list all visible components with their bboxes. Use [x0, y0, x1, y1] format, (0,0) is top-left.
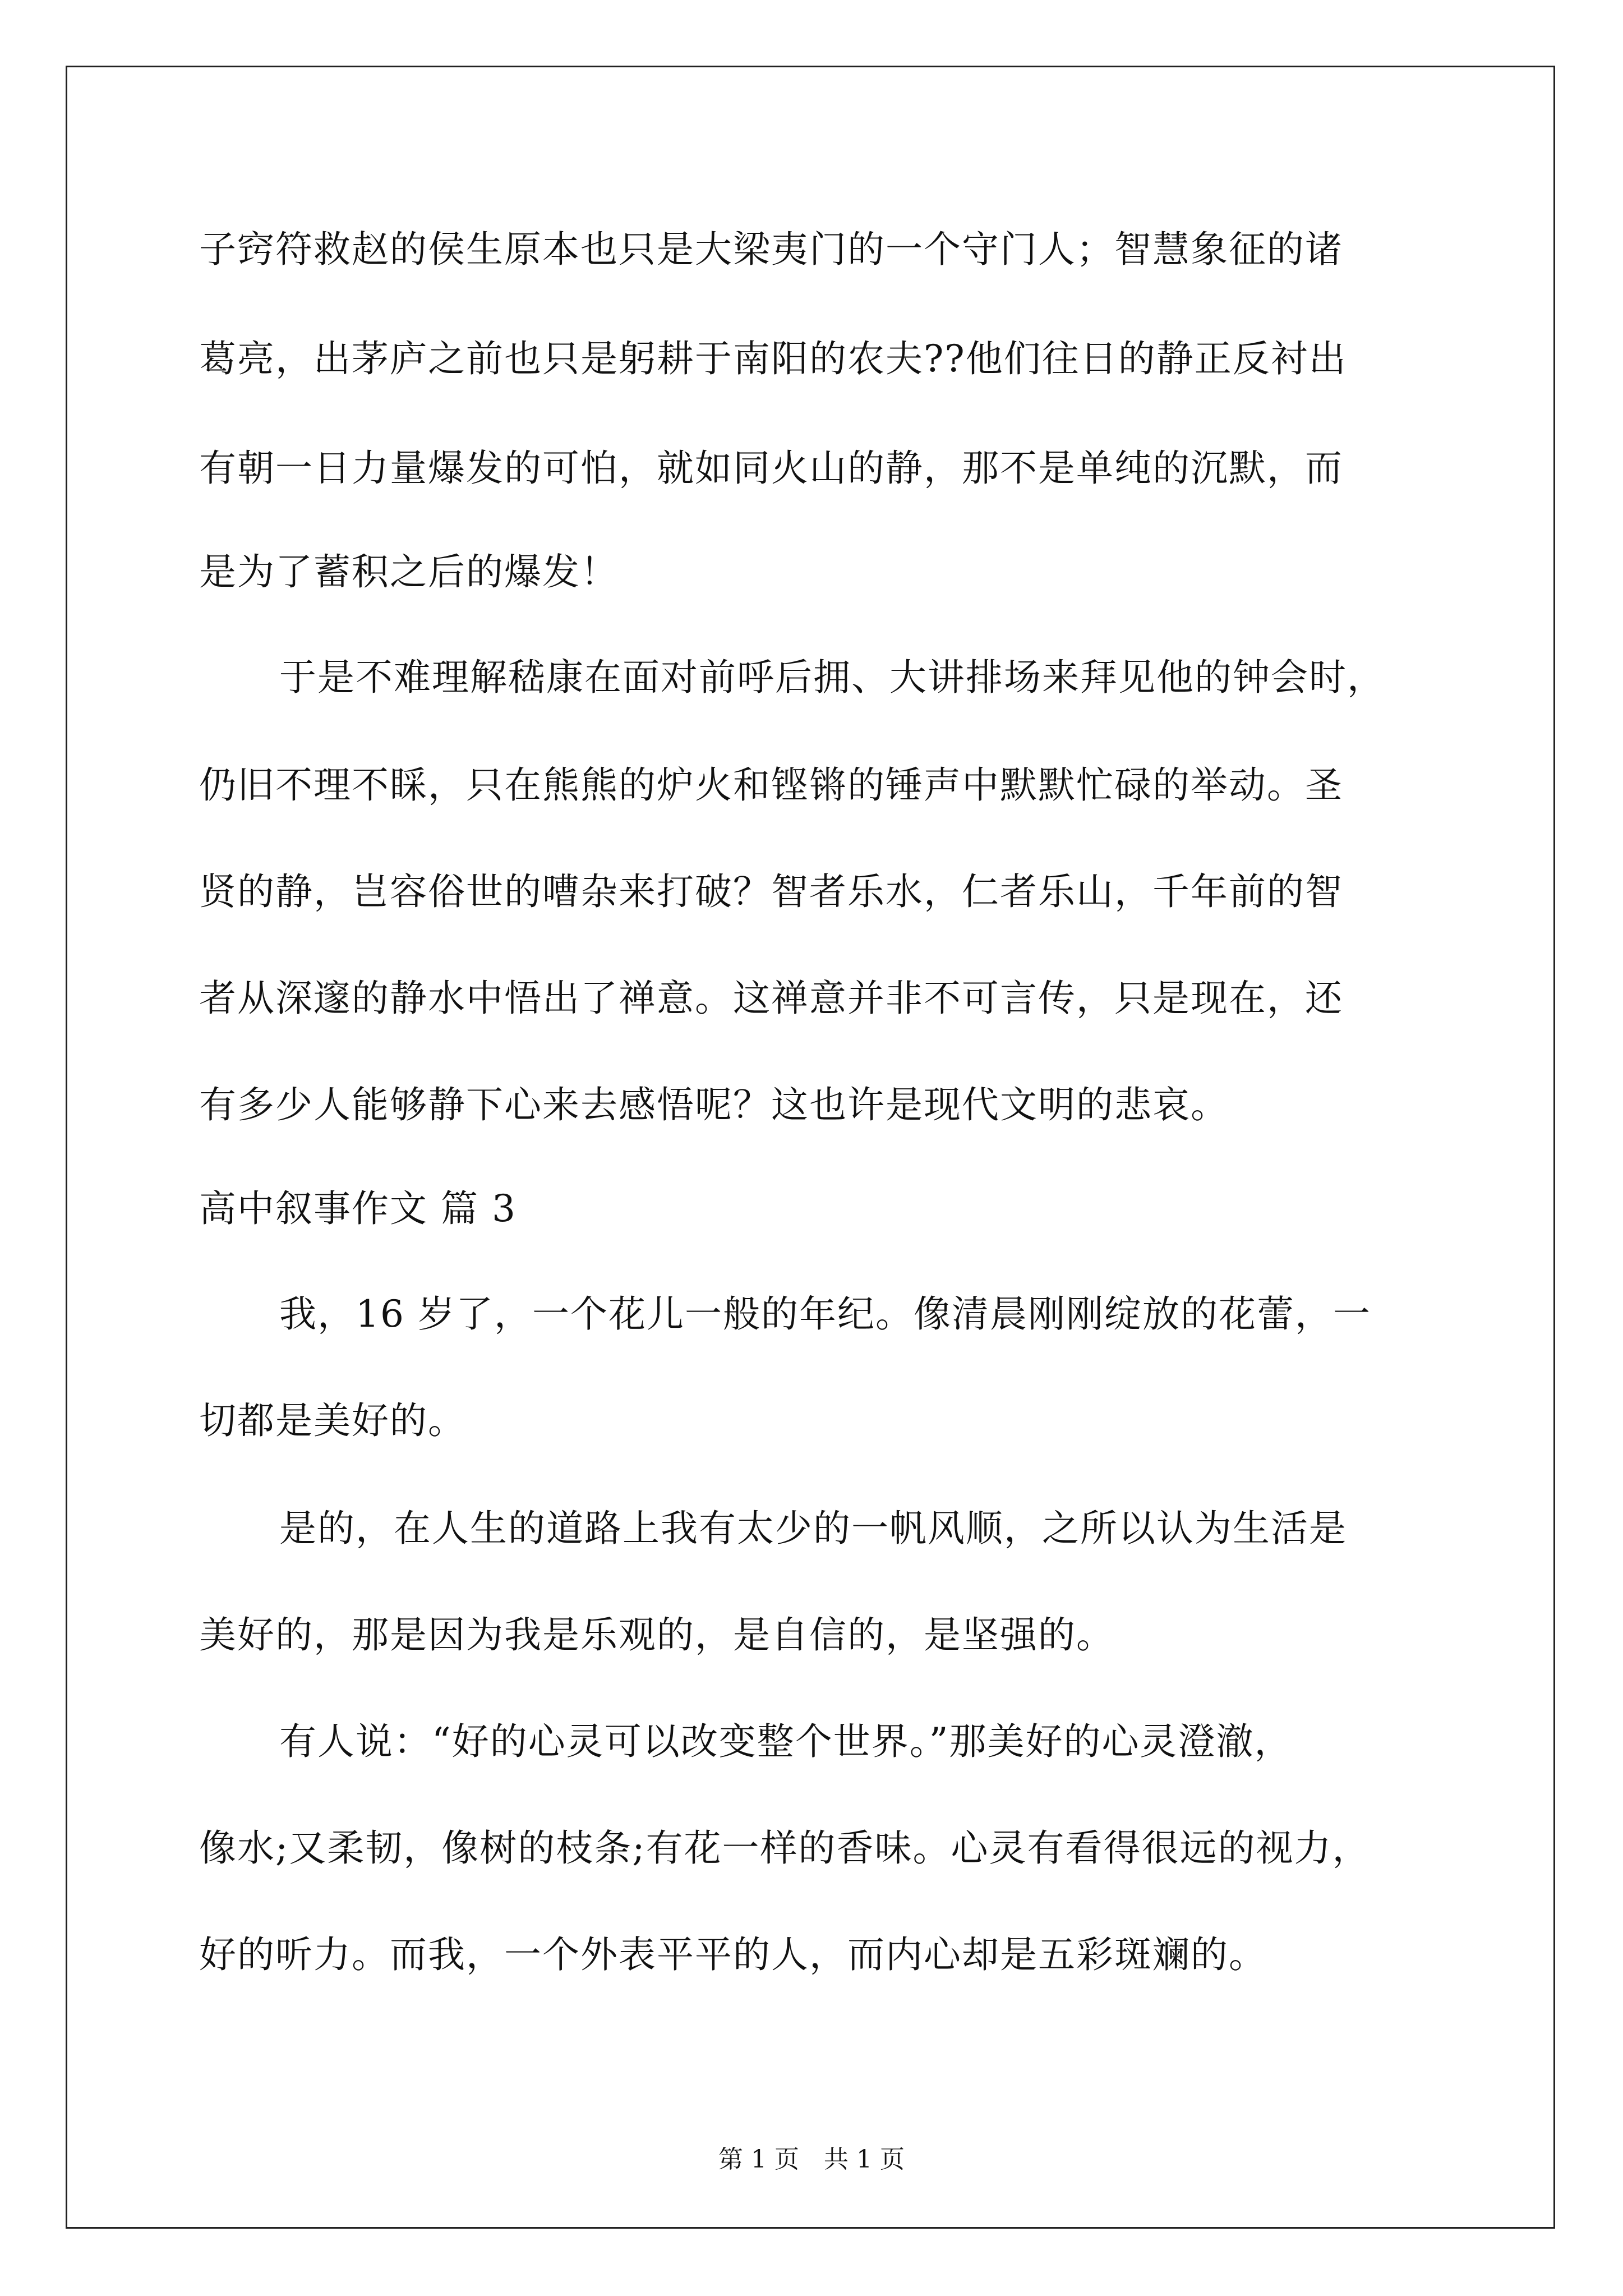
text-line: 美好的，那是因为我是乐观的，是自信的，是坚强的。 [199, 1613, 1114, 1657]
text-line: 切都是美好的。 [199, 1399, 466, 1442]
paragraph-first-line: 我，16 岁了，一个花儿一般的年纪。像清晨刚刚绽放的花蕾，一 [279, 1292, 1371, 1336]
text-line: 好的听力。而我，一个外表平平的人，而内心却是五彩斑斓的。 [199, 1933, 1267, 1976]
text-line: 仍旧不理不睬，只在熊熊的炉火和铿锵的锤声中默默忙碌的举动。圣 [199, 763, 1343, 807]
text-line: 有多少人能够静下心来去感悟呢？这也许是现代文明的悲哀。 [199, 1083, 1229, 1126]
paragraph-first-line: 是的，在人生的道路上我有太少的一帆风顺，之所以认为生活是 [279, 1507, 1347, 1550]
paragraph-first-line: 有人说：“好的心灵可以改变整个世界。”那美好的心灵澄澈， [279, 1720, 1293, 1763]
text-line: 贤的静，岂容俗世的嘈杂来打破？智者乐水，仁者乐山，千年前的智 [199, 870, 1343, 913]
text-line: 子窍符救赵的侯生原本也只是大梁夷门的一个守门人；智慧象征的诸 [199, 228, 1343, 271]
page-border [66, 66, 1555, 2229]
text-line: 有朝一日力量爆发的可怕，就如同火山的静，那不是单纯的沉默，而 [199, 447, 1343, 490]
text-line: 葛亮，出茅庐之前也只是躬耕于南阳的农夫??他们往日的静正反衬出 [199, 337, 1347, 380]
text-line: 者从深邃的静水中悟出了禅意。这禅意并非不可言传，只是现在，还 [199, 977, 1343, 1020]
section-heading: 高中叙事作文 篇 3 [199, 1187, 517, 1230]
paragraph-first-line: 于是不难理解嵇康在面对前呼后拥、大讲排场来拜见他的钟会时， [279, 656, 1385, 699]
page-footer: 第 1 页 共 1 页 [718, 2145, 905, 2174]
text-line: 像水;又柔韧，像树的枝条;有花一样的香味。心灵有看得很远的视力， [199, 1826, 1371, 1870]
text-line: 是为了蓄积之后的爆发！ [199, 550, 619, 593]
